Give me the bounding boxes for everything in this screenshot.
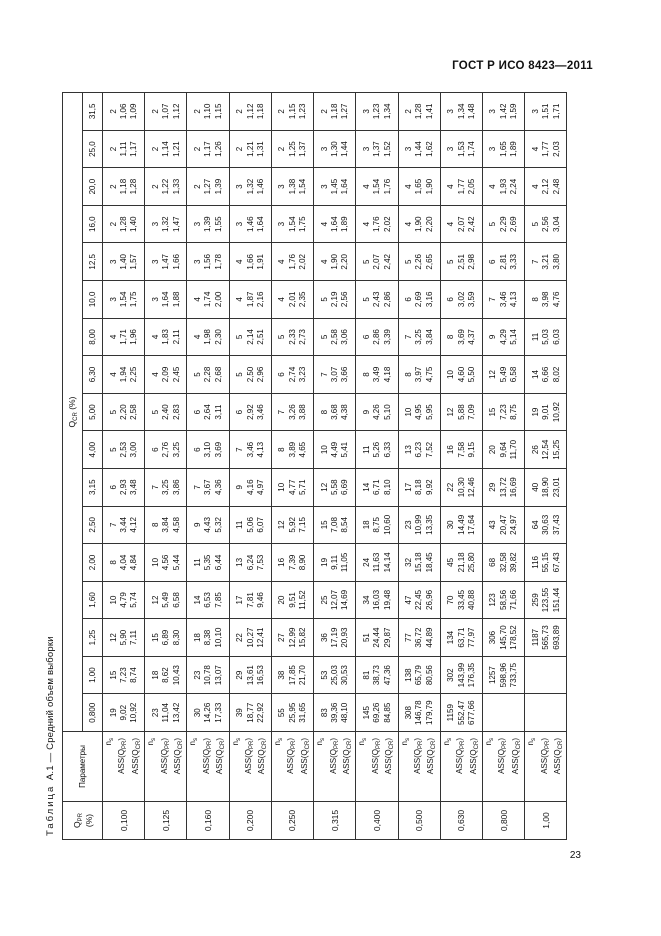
parameter-labels: $n_s$ $ASS(Q_{PR})$ $ASS(Q_{CR})$ — [145, 732, 187, 802]
table-cell: 7 3,25 3,84 — [398, 318, 440, 356]
qcr-column-header: 2,50 — [83, 506, 103, 544]
table-cell: 36 17,19 20,93 — [314, 619, 356, 657]
table-cell: 2 1,27 1,39 — [187, 168, 229, 206]
table-cell: 25 12,07 14,69 — [314, 581, 356, 619]
table-cell: 18 8,75 10,60 — [356, 506, 398, 544]
table-cell: 3 1,34 1,48 — [440, 93, 482, 131]
table-cell: 2 1,11 1,17 — [103, 130, 145, 168]
table-cell: 5 2,58 3,06 — [314, 318, 356, 356]
qcr-column-header: 3,15 — [83, 468, 103, 506]
table-cell: 7 3,25 3,86 — [145, 468, 187, 506]
table-cell: 3 1,38 1,54 — [271, 168, 313, 206]
parameters-header: Параметры — [63, 732, 103, 802]
table-cell: 2 1,21 1,31 — [229, 130, 271, 168]
qpr-value: 0,125 — [145, 802, 187, 840]
table-cell: 10 4,79 5,74 — [103, 581, 145, 619]
table-cell: 145 69,26 84,85 — [356, 694, 398, 732]
table-cell: 13 6,24 7,53 — [229, 544, 271, 582]
table-cell: 30 14,26 17,33 — [187, 694, 229, 732]
qcr-column-headers — [83, 93, 103, 840]
table-cell: 3 1,65 1,89 — [482, 130, 524, 168]
table-cell: 8 3,98 4,76 — [525, 281, 567, 319]
table-cell: 4 1,64 1,89 — [314, 205, 356, 243]
table-row — [271, 93, 313, 840]
parameter-labels: $n_s$ $ASS(Q_{PR})$ $ASS(Q_{CR})$ — [440, 732, 482, 802]
table-cell: 16 7,39 8,90 — [271, 544, 313, 582]
rotated-table-block — [40, 92, 596, 840]
table-cell: 15 7,23 8,75 — [482, 393, 524, 431]
table-cell: 4 1,77 2,05 — [440, 168, 482, 206]
table-cell: 4 1,98 2,30 — [187, 318, 229, 356]
table-cell: 12 5,92 7,15 — [271, 506, 313, 544]
table-cell: 12 5,88 7,09 — [440, 393, 482, 431]
table-cell: 7 3,21 3,80 — [525, 243, 567, 281]
table-cell: 4 1,94 2,25 — [103, 356, 145, 394]
table-cell: 5 2,29 2,69 — [482, 205, 524, 243]
table-cell: 5 2,50 2,96 — [229, 356, 271, 394]
qpr-header: $Q_{PR}$ (%) — [63, 802, 103, 840]
table-cell: 5 2,43 2,86 — [356, 281, 398, 319]
table-cell: 8 4,04 4,84 — [103, 544, 145, 582]
table-cell: 1257 598,96 733,75 — [482, 656, 524, 694]
table-cell: 116 55,15 67,43 — [525, 544, 567, 582]
table-cell: 4 1,76 2,02 — [356, 205, 398, 243]
table-cell: 5 2,53 3,00 — [103, 431, 145, 469]
table-cell: 3 1,46 1,64 — [229, 205, 271, 243]
table-cell: 6 2,64 3,11 — [187, 393, 229, 431]
table-cell: 77 36,72 44,89 — [398, 619, 440, 657]
table-cell: 2 1,18 1,27 — [314, 93, 356, 131]
page-number: 23 — [569, 850, 581, 861]
table-cell: 43 20,47 24,97 — [482, 506, 524, 544]
table-cell: 8 3,68 4,38 — [314, 393, 356, 431]
table-row — [103, 93, 145, 840]
table-row — [398, 93, 440, 840]
table-cell: 15 6,89 8,30 — [145, 619, 187, 657]
table-cell: 23 11,04 13,42 — [145, 694, 187, 732]
table-cell: 11 5,26 6,33 — [356, 431, 398, 469]
table-cell: 19 9,02 10,92 — [103, 694, 145, 732]
table-cell: 4 1,93 2,24 — [482, 168, 524, 206]
table-cell: 26 12,54 15,25 — [525, 431, 567, 469]
table-cell: 13 6,23 7,52 — [398, 431, 440, 469]
table-cell: 18 8,38 10,10 — [187, 619, 229, 657]
parameter-labels: $n_s$ $ASS(Q_{PR})$ $ASS(Q_{CR})$ — [482, 732, 524, 802]
table-cell: 306 145,70 178,52 — [482, 619, 524, 657]
table-row — [314, 93, 356, 840]
table-cell: 12 5,49 6,58 — [482, 356, 524, 394]
table-cell: 11 5,35 6,44 — [187, 544, 229, 582]
table-cell: 27 12,99 15,82 — [271, 619, 313, 657]
table-cell: 5 2,19 2,56 — [314, 281, 356, 319]
qcr-column-header: 25,0 — [83, 130, 103, 168]
table-cell — [482, 694, 524, 732]
table-cell: 38 17,85 21,70 — [271, 656, 313, 694]
table-cell: 34 16,03 19,48 — [356, 581, 398, 619]
qpr-value: 0,630 — [440, 802, 482, 840]
table-cell: 2 1,14 1,21 — [145, 130, 187, 168]
table-cell: 302 143,99 176,35 — [440, 656, 482, 694]
qcr-column-header: 12,5 — [83, 243, 103, 281]
qpr-value: 0,800 — [482, 802, 524, 840]
table-cell: 4 2,07 2,42 — [440, 205, 482, 243]
table-cell: 7 3,67 4,36 — [187, 468, 229, 506]
table-cell: 30 14,49 17,64 — [440, 506, 482, 544]
table-body — [103, 93, 567, 840]
table-cell: 6 2,76 3,25 — [145, 431, 187, 469]
table-cell: 68 32,58 39,82 — [482, 544, 524, 582]
qcr-column-header: 1,60 — [83, 581, 103, 619]
table-cell: 14 6,53 7,85 — [187, 581, 229, 619]
table-cell: 4 1,74 2,00 — [187, 281, 229, 319]
qcr-column-header: 2,00 — [83, 544, 103, 582]
table-cell: 8 3,97 4,75 — [398, 356, 440, 394]
qcr-column-header: 8,00 — [83, 318, 103, 356]
table-cell: 138 65,79 80,56 — [398, 656, 440, 694]
table-cell: 19 9,01 10,92 — [525, 393, 567, 431]
table-cell: 8 3,49 4,18 — [356, 356, 398, 394]
table-cell: 29 13,72 16,69 — [482, 468, 524, 506]
table-cell: 3 1,54 1,75 — [271, 205, 313, 243]
table-cell: 17 8,18 9,92 — [398, 468, 440, 506]
table-cell: 3 1,51 1,71 — [525, 93, 567, 131]
document-id: ГОСТ Р ИСО 8423—2011 — [452, 60, 593, 72]
qcr-column-header: 4,00 — [83, 431, 103, 469]
table-cell: 1159 552,47 677,66 — [440, 694, 482, 732]
qpr-value: 0,500 — [398, 802, 440, 840]
table-cell: 5 2,40 2,83 — [145, 393, 187, 431]
table-cell: 29 13,61 16,53 — [229, 656, 271, 694]
table-cell: 2 1,25 1,37 — [271, 130, 313, 168]
table-cell: 5 2,33 2,73 — [271, 318, 313, 356]
table-cell: 6 3,10 3,69 — [187, 431, 229, 469]
table-cell: 40 18,90 23,01 — [525, 468, 567, 506]
table-caption — [40, 92, 62, 840]
qcr-column-header: 5,00 — [83, 393, 103, 431]
table-cell: 9 4,26 5,10 — [356, 393, 398, 431]
qcr-column-header: 0,800 — [83, 694, 103, 732]
table-cell: 47 22,45 26,96 — [398, 581, 440, 619]
table-row — [356, 93, 398, 840]
table-cell: 3 1,32 1,46 — [229, 168, 271, 206]
table-cell: 4 1,54 1,76 — [356, 168, 398, 206]
parameter-labels: $n_s$ $ASS(Q_{PR})$ $ASS(Q_{CR})$ — [356, 732, 398, 802]
qpr-value: 0,250 — [271, 802, 313, 840]
qcr-column-header: 31,5 — [83, 93, 103, 131]
table-cell: 19 9,11 11,05 — [314, 544, 356, 582]
table-cell: 6 2,74 3,23 — [271, 356, 313, 394]
table-cell: 9 4,29 5,14 — [482, 318, 524, 356]
parameter-labels: $n_s$ $ASS(Q_{PR})$ $ASS(Q_{CR})$ — [103, 732, 145, 802]
table-cell: 45 21,18 25,80 — [440, 544, 482, 582]
table-cell: 4 1,87 2,16 — [229, 281, 271, 319]
table-cell: 3 1,32 1,47 — [145, 205, 187, 243]
table-cell: 4 2,09 2,45 — [145, 356, 187, 394]
table-cell: 7 3,26 3,88 — [271, 393, 313, 431]
table-cell: 4 1,90 2,20 — [314, 243, 356, 281]
table-cell: 51 24,44 29,87 — [356, 619, 398, 657]
table-cell: 70 33,45 40,88 — [440, 581, 482, 619]
table-cell: 22 10,27 12,41 — [229, 619, 271, 657]
table-row — [187, 93, 229, 840]
table-cell — [525, 656, 567, 694]
table-cell: 2 1,28 1,41 — [398, 93, 440, 131]
table-cell: 20 9,51 11,52 — [271, 581, 313, 619]
table-cell: 2 1,07 1,12 — [145, 93, 187, 131]
parameter-labels: $n_s$ $ASS(Q_{PR})$ $ASS(Q_{CR})$ — [271, 732, 313, 802]
table-cell: 6 3,02 3,59 — [440, 281, 482, 319]
table-cell: 23 10,78 13,07 — [187, 656, 229, 694]
table-cell: 55 25,95 31,65 — [271, 694, 313, 732]
table-cell: 134 63,71 77,97 — [440, 619, 482, 657]
qcr-column-header: 1,25 — [83, 619, 103, 657]
table-cell: 24 11,63 14,14 — [356, 544, 398, 582]
table-cell: 10 4,77 5,71 — [271, 468, 313, 506]
qcr-header: $Q_{CR}$ (%) — [63, 93, 83, 732]
table-cell: 12 5,58 6,69 — [314, 468, 356, 506]
table-cell: 308 146,78 179,79 — [398, 694, 440, 732]
table-cell: 2 1,18 1,28 — [103, 168, 145, 206]
table-cell: 12 5,49 6,58 — [145, 581, 187, 619]
qpr-value: 0,315 — [314, 802, 356, 840]
table-cell: 2 1,22 1,33 — [145, 168, 187, 206]
table-cell: 2 1,10 1,15 — [187, 93, 229, 131]
table-cell: 4 1,77 2,03 — [525, 130, 567, 168]
table-row — [229, 93, 271, 840]
table-cell: 83 39,36 48,10 — [314, 694, 356, 732]
table-cell: 5 2,20 2,58 — [103, 393, 145, 431]
table-cell: 2 1,28 1,40 — [103, 205, 145, 243]
table-cell: 5 2,51 2,98 — [440, 243, 482, 281]
table-cell: 4 1,90 2,20 — [398, 205, 440, 243]
table-cell: 53 25,03 30,53 — [314, 656, 356, 694]
table-cell: 6 2,81 3,33 — [482, 243, 524, 281]
table-cell: 4 2,12 2,48 — [525, 168, 567, 206]
qcr-column-header: 20,0 — [83, 168, 103, 206]
table-cell: 6 2,92 3,46 — [229, 393, 271, 431]
table-cell: 4 2,01 2,35 — [271, 281, 313, 319]
caption-prefix: Таблица — [45, 784, 56, 836]
table-cell: 15 7,23 8,74 — [103, 656, 145, 694]
table-cell: 6 2,93 3,48 — [103, 468, 145, 506]
table-cell: 8 3,69 4,37 — [440, 318, 482, 356]
table-cell: 6 2,86 3,39 — [356, 318, 398, 356]
table-cell: 9 4,43 5,32 — [187, 506, 229, 544]
qpr-value: 0,200 — [229, 802, 271, 840]
parameter-labels: $n_s$ $ASS(Q_{PR})$ $ASS(Q_{CR})$ — [187, 732, 229, 802]
table-cell: 3 1,39 1,55 — [187, 205, 229, 243]
table-cell: 5 2,07 2,42 — [356, 243, 398, 281]
table-cell: 123 58,56 71,66 — [482, 581, 524, 619]
table-cell: 3 1,45 1,64 — [314, 168, 356, 206]
caption-text: А.1 — Средний объем выборки — [45, 636, 56, 781]
table-row — [482, 93, 524, 840]
table-cell: 7 3,46 4,13 — [482, 281, 524, 319]
table-cell: 6 2,69 3,16 — [398, 281, 440, 319]
table-cell: 3 1,56 1,78 — [187, 243, 229, 281]
qpr-value: 0,400 — [356, 802, 398, 840]
table-cell: 2 1,17 1,26 — [187, 130, 229, 168]
table-cell: 81 38,73 47,36 — [356, 656, 398, 694]
table-cell: 3 1,53 1,74 — [440, 130, 482, 168]
qpr-value: 1,00 — [525, 802, 567, 840]
qcr-column-header: 10,0 — [83, 281, 103, 319]
table-cell: 2 1,06 1,09 — [103, 93, 145, 131]
table-cell: 3 1,42 1,59 — [482, 93, 524, 131]
table-cell: 64 30,63 37,43 — [525, 506, 567, 544]
table-cell: 10 4,49 5,41 — [314, 431, 356, 469]
table-row — [525, 93, 567, 840]
table-cell: 3 1,44 1,62 — [398, 130, 440, 168]
table-cell: 3 1,54 1,75 — [103, 281, 145, 319]
table-cell: 18 8,62 10,43 — [145, 656, 187, 694]
table-cell: 4 1,66 1,91 — [229, 243, 271, 281]
parameter-labels: $n_s$ $ASS(Q_{PR})$ $ASS(Q_{CR})$ — [525, 732, 567, 802]
table-cell: 5 2,56 3,04 — [525, 205, 567, 243]
table-cell: 3 1,23 1,34 — [356, 93, 398, 131]
table-cell: 3 1,40 1,57 — [103, 243, 145, 281]
table-row — [440, 93, 482, 840]
table-cell: 3 1,37 1,52 — [356, 130, 398, 168]
table-cell: 11 5,06 6,07 — [229, 506, 271, 544]
table-cell: 4 1,83 2,11 — [145, 318, 187, 356]
qpr-value: 0,100 — [103, 802, 145, 840]
table-cell: 5 2,28 2,68 — [187, 356, 229, 394]
table-cell: 9 4,16 4,97 — [229, 468, 271, 506]
table-cell: 4 1,76 2,02 — [271, 243, 313, 281]
table-cell: 11 5,03 6,03 — [525, 318, 567, 356]
table-cell: 7 3,07 3,66 — [314, 356, 356, 394]
table-cell: 23 10,99 13,35 — [398, 506, 440, 544]
table-cell: 2 1,12 1,18 — [229, 93, 271, 131]
table-cell: 10 4,56 5,44 — [145, 544, 187, 582]
table-cell: 22 10,30 12,46 — [440, 468, 482, 506]
table-cell: 20 9,64 11,70 — [482, 431, 524, 469]
table-cell: 7 3,46 4,13 — [229, 431, 271, 469]
table-cell: 8 3,84 4,58 — [145, 506, 187, 544]
table-cell: 14 6,66 8,02 — [525, 356, 567, 394]
table-cell: 17 7,81 9,46 — [229, 581, 271, 619]
table-cell: 39 18,77 22,92 — [229, 694, 271, 732]
parameter-labels: $n_s$ $ASS(Q_{PR})$ $ASS(Q_{CR})$ — [229, 732, 271, 802]
table-cell: 8 3,89 4,65 — [271, 431, 313, 469]
table-cell: 15 7,08 8,54 — [314, 506, 356, 544]
table-cell: 2 1,15 1,23 — [271, 93, 313, 131]
table-cell: 3 1,30 1,44 — [314, 130, 356, 168]
sample-size-table — [62, 92, 567, 840]
table-cell: 3 1,64 1,88 — [145, 281, 187, 319]
table-cell: 7 3,44 4,12 — [103, 506, 145, 544]
table-cell: 14 6,71 8,10 — [356, 468, 398, 506]
parameter-labels: $n_s$ $ASS(Q_{PR})$ $ASS(Q_{CR})$ — [314, 732, 356, 802]
table-cell: 4 1,65 1,90 — [398, 168, 440, 206]
table-cell: 5 2,14 2,51 — [229, 318, 271, 356]
table-cell: 3 1,47 1,66 — [145, 243, 187, 281]
table-cell: 32 15,18 18,45 — [398, 544, 440, 582]
parameter-labels: $n_s$ $ASS(Q_{PR})$ $ASS(Q_{CR})$ — [398, 732, 440, 802]
table-cell: 5 2,26 2,65 — [398, 243, 440, 281]
table-cell: 16 7,58 9,15 — [440, 431, 482, 469]
table-cell: 10 4,95 5,95 — [398, 393, 440, 431]
qcr-column-header: 6,30 — [83, 356, 103, 394]
table-cell: 1187 565,73 693,89 — [525, 619, 567, 657]
table-cell: 10 4,60 5,50 — [440, 356, 482, 394]
table-cell: 259 123,55 151,44 — [525, 581, 567, 619]
table-cell: 4 1,71 1,96 — [103, 318, 145, 356]
table-cell: 12 5,90 7,11 — [103, 619, 145, 657]
table-cell — [525, 694, 567, 732]
qcr-column-header: 16,0 — [83, 205, 103, 243]
table-row — [145, 93, 187, 840]
qpr-value: 0,160 — [187, 802, 229, 840]
qcr-column-header: 1,00 — [83, 656, 103, 694]
